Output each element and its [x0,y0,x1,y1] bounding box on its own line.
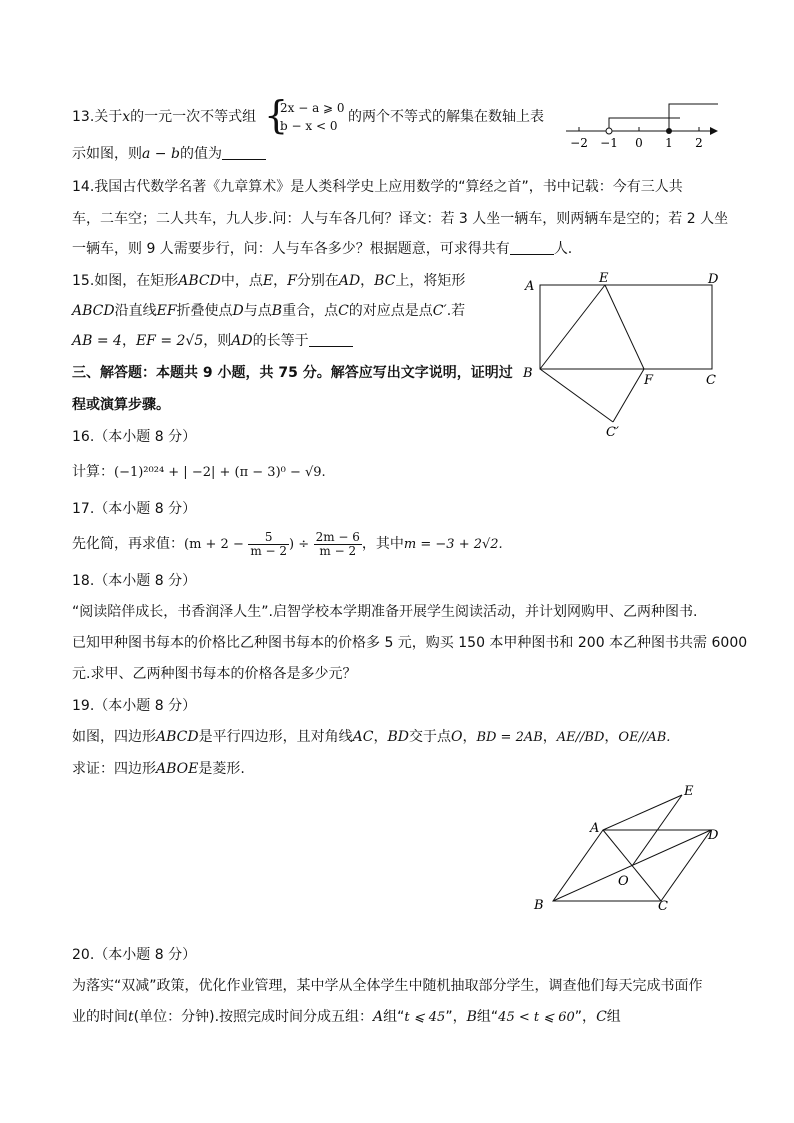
q15-line1: 15.如图，在矩形ABCD中，点E，F分别在AD，BC上，将矩形 [72,273,466,289]
label-c: C [658,899,668,914]
label-b: B [534,898,544,913]
q20-line1: 为落实“双减”政策，优化作业管理，某中学从全体学生中随机抽取部分学生，调查他们每天完成书面作 [72,978,703,994]
tick-label: 0 [635,136,643,150]
label-o: O [618,874,629,889]
q13-brace: { [264,93,289,137]
fraction: $\frac{2m - 6}{m - 2}$ [315,529,360,558]
q17-body: 先化简，再求值：(m + 2 − $\frac{5}{m - 2}$ ) ÷ $\frac{2m - 6}{m - 2}$ ，其中m = −3 + 2√2. [72,529,503,558]
q14-line3: 一辆车，则 9 人需要步行，问：人与车各多少？根据题意，可求得共有 人. [72,241,573,257]
q13-line1: 13.关于x的一元一次不等式组 [72,109,257,125]
fraction: $\frac{5}{m - 2}$ [250,529,288,558]
tick-label: 2 [695,136,703,150]
parallelogram-figure [528,780,728,915]
label-f: F [644,373,654,388]
open-point [606,128,612,134]
q19-line2: 求证：四边形ABOE是菱形. [72,761,245,777]
label-d: D [708,272,719,287]
q15-line2: ABCD沿直线EF折叠使点D与点B重合，点C的对应点是点C′.若 [72,303,466,319]
closed-point [666,128,672,134]
q13-ineq2: b − x < 0 [280,119,338,133]
rectangle-fold-figure [516,266,730,444]
q18-header: 18.（本小题 8 分） [72,573,197,589]
q13-line1-post: 的两个不等式的解集在数轴上表 [348,109,544,125]
tick-label: −1 [600,136,618,150]
q16-header: 16.（本小题 8 分） [72,429,197,445]
number-line-figure [560,96,728,152]
tick-label: 1 [665,136,673,150]
tick-label: −2 [570,136,588,150]
q13-line2: 示如图，则a − b的值为 [72,145,266,163]
q19-header: 19.（本小题 8 分） [72,698,197,714]
segment-cprimef [613,369,644,422]
number-line-arrow [710,127,718,135]
label-e: E [599,271,609,286]
q20-line2: 业的时间t(单位：分钟).按照完成时间分成五组：A组“t ⩽ 45”，B组“45 < t ⩽ 60”，C组 [72,1009,621,1025]
q20-header: 20.（本小题 8 分） [72,947,197,963]
label-c: C [706,373,716,388]
q18-line3: 元.求甲、乙两种图书每本的价格各是多少元？ [72,666,357,682]
q13-ineq1: 2x − a ⩾ 0 [280,101,345,115]
answer-blank [222,145,266,160]
rectangle-abcd [540,285,712,369]
answer-blank [510,240,554,255]
segment-ef [605,285,644,369]
solution-bracket-right [669,104,718,128]
q14-line2: 车，二车空；二人共车，九人步.问：人与车各几何？译文：若 3 人坐一辆车，则两辆车是空的；若 2 人坐 [72,211,729,227]
label-b: B [523,366,533,381]
q19-line1: 如图，四边形ABCD是平行四边形，且对角线AC，BD交于点O，BD = 2AB，AE//BD，OE//AB. [72,729,671,745]
q15-line3: AB = 4，EF = 2√5，则AD的长等于 [72,332,353,350]
label-d: D [708,828,719,843]
q18-line2: 已知甲种图书每本的价格比乙种图书每本的价格多 5 元，购买 150 本甲种图书和 200 本乙种图书共需 6000 [72,635,748,651]
label-a: A [525,279,535,294]
q16-body: 计算：(−1)²⁰²⁴ + | −2| + (π − 3)⁰ − √9. [72,464,326,480]
label-e: E [684,784,694,799]
number-line-ticks [579,127,699,131]
q17-header: 17.（本小题 8 分） [72,501,197,517]
label-cprime: C′ [606,425,619,440]
label-a: A [590,821,600,836]
q14-line1: 14.我国古代数学名著《九章算术》是人类科学史上应用数学的“算经之首”，书中记载：今有三人共 [72,179,683,195]
segment-be [540,285,605,369]
q18-line1: “阅读陪伴成长，书香润泽人生”.启智学校本学期准备开展学生阅读活动，并计划网购甲、乙两种图书. [72,604,698,620]
answer-blank [309,332,353,347]
segment-bcprime [540,369,613,422]
